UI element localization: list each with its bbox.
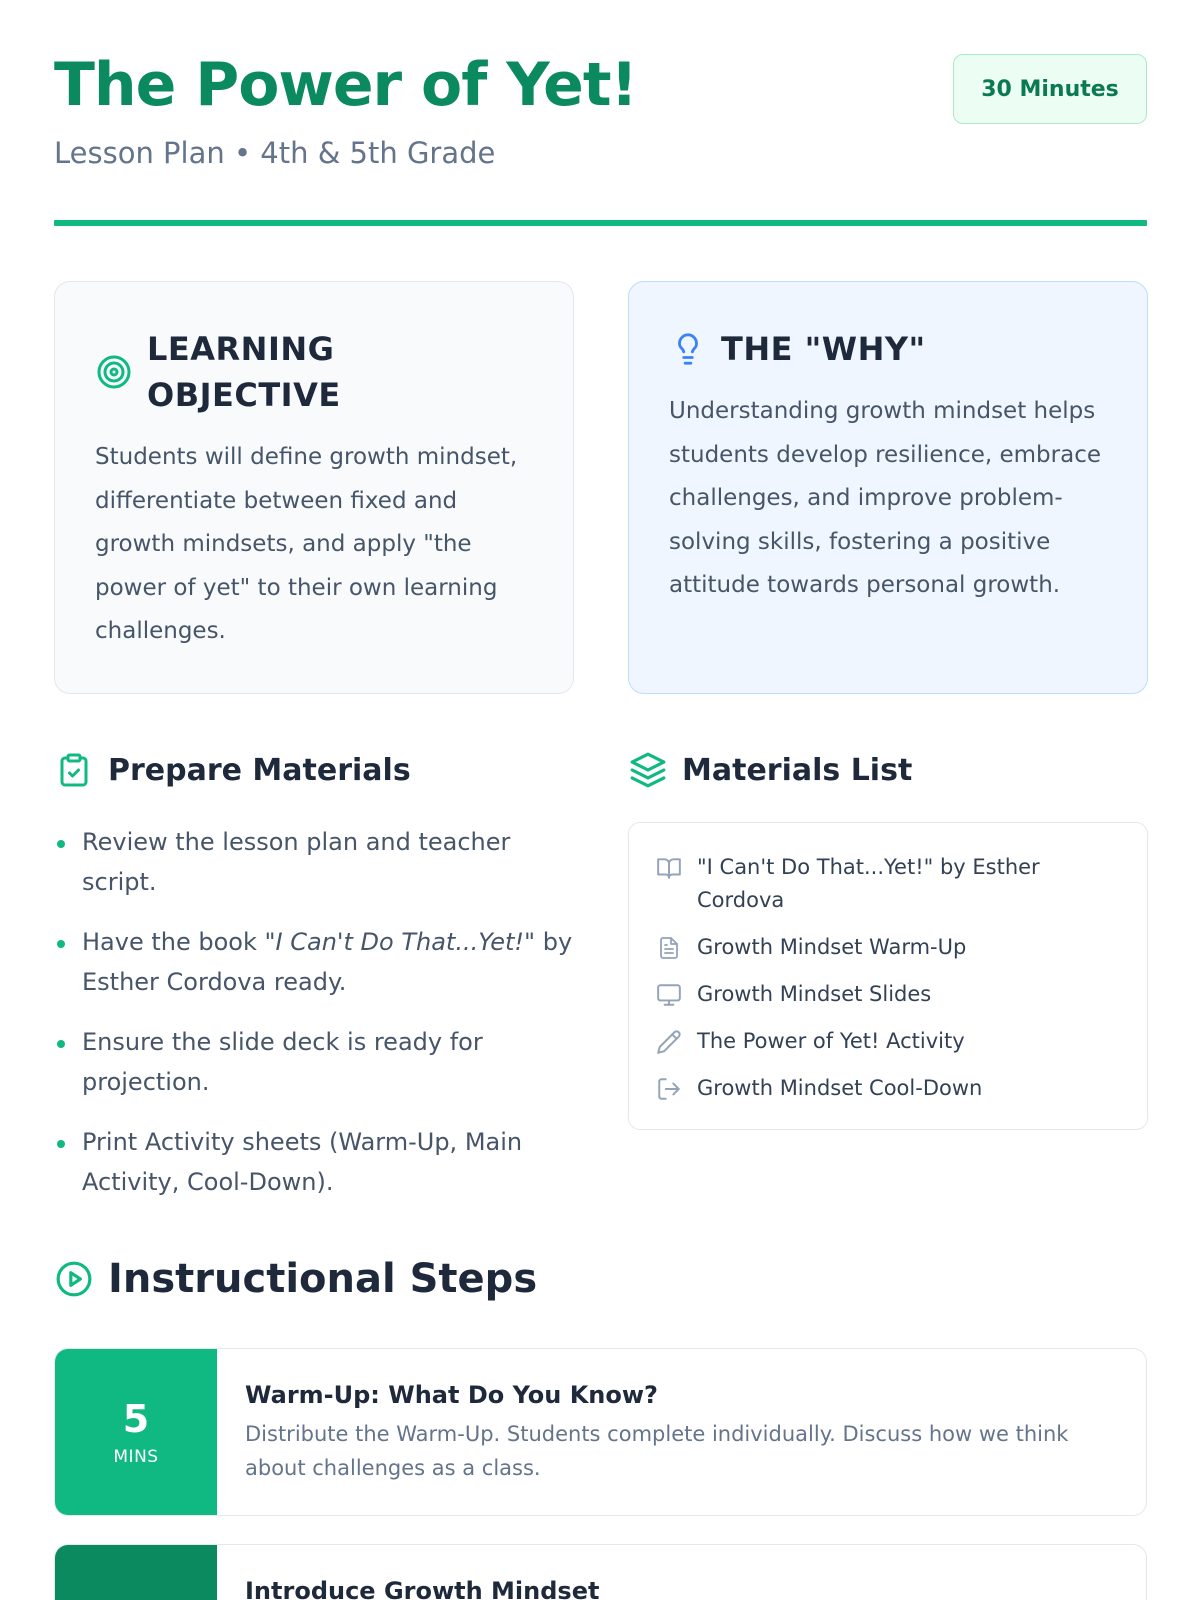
- instructional-steps-header: [54, 1256, 537, 1302]
- list-item: [54, 922, 574, 1002]
- learning-objective-title: LEARNING OBJECTIVE: [147, 330, 341, 414]
- list-item-text: Have the book: [82, 928, 265, 956]
- step-minutes-unit: MINS: [113, 1447, 159, 1467]
- target-icon: [95, 353, 133, 391]
- why-card: [628, 281, 1148, 694]
- materials-list-title: Materials List: [682, 752, 913, 788]
- step-title: Introduce Growth Mindset: [245, 1577, 600, 1600]
- why-text: Understanding growth mindset helps students develop resilience, embrace challenges, and improve problem-solving skills, fostering a positive attitude towards personal growth.: [669, 398, 1102, 598]
- material-label: "I Can't Do That...Yet!" by Esther Cordova: [697, 855, 1040, 912]
- book-title-text: "I Can't Do That...Yet!": [264, 928, 536, 956]
- learning-objective-text: Students will define growth mindset, differentiate between fixed and growth mindsets, and apply "the power of yet" to their own learning challenges.: [95, 444, 518, 644]
- monitor-icon: [655, 978, 683, 1011]
- material-label: Growth Mindset Warm-Up: [697, 935, 967, 959]
- materials-list: [655, 851, 1115, 1119]
- step-minutes: 5: [122, 1397, 150, 1441]
- page-subtitle: Lesson Plan • 4th & 5th Grade: [54, 136, 496, 170]
- list-item: [655, 1025, 1115, 1058]
- lesson-header: [54, 50, 1147, 230]
- learning-objective-card: [54, 281, 574, 694]
- prepare-materials-title: Prepare Materials: [108, 752, 411, 788]
- material-label: Growth Mindset Cool-Down: [697, 1076, 983, 1100]
- header-divider: [54, 220, 1147, 226]
- lightbulb-icon: [669, 330, 707, 368]
- pencil-icon: [655, 1025, 683, 1058]
- layers-icon: [628, 750, 668, 790]
- play-circle-icon: [54, 1259, 94, 1299]
- learning-objective-header: [95, 326, 407, 418]
- step-card: [54, 1348, 1147, 1516]
- list-item-text: by Esther Cordova ready.: [82, 928, 573, 996]
- step-body: [245, 1573, 1105, 1600]
- instructional-steps-title: Instructional Steps: [108, 1256, 538, 1302]
- step-body: [245, 1377, 1105, 1485]
- clipboard-check-icon: [54, 750, 94, 790]
- prepare-materials-header: [54, 750, 411, 790]
- material-label: Growth Mindset Slides: [697, 982, 932, 1006]
- step-duration: [55, 1545, 217, 1600]
- book-icon: [655, 851, 683, 884]
- why-title: THE "WHY": [721, 330, 926, 368]
- page-title: The Power of Yet!: [54, 50, 637, 120]
- exit-icon: [655, 1072, 683, 1105]
- list-item: Ensure the slide deck is ready for projection.: [54, 1022, 574, 1102]
- materials-list-box: [628, 822, 1148, 1130]
- step-title: Warm-Up: What Do You Know?: [245, 1381, 658, 1409]
- list-item: [655, 851, 1115, 917]
- list-item: Print Activity sheets (Warm-Up, Main Activity, Cool-Down).: [54, 1122, 574, 1202]
- why-header: [669, 326, 926, 372]
- materials-list-header: [628, 750, 912, 790]
- material-label: The Power of Yet! Activity: [697, 1029, 965, 1053]
- list-item: [655, 1072, 1115, 1105]
- step-description: Distribute the Warm-Up. Students complete individually. Discuss how we think about challenges as a class.: [245, 1422, 1069, 1480]
- prepare-materials-list: [54, 822, 574, 1222]
- duration-badge: 30 Minutes: [953, 54, 1147, 124]
- step-duration: [55, 1349, 217, 1515]
- list-item: [655, 978, 1115, 1011]
- document-icon: [655, 931, 683, 964]
- step-card: [54, 1544, 1147, 1600]
- list-item: Review the lesson plan and teacher script.: [54, 822, 574, 902]
- list-item: [655, 931, 1115, 964]
